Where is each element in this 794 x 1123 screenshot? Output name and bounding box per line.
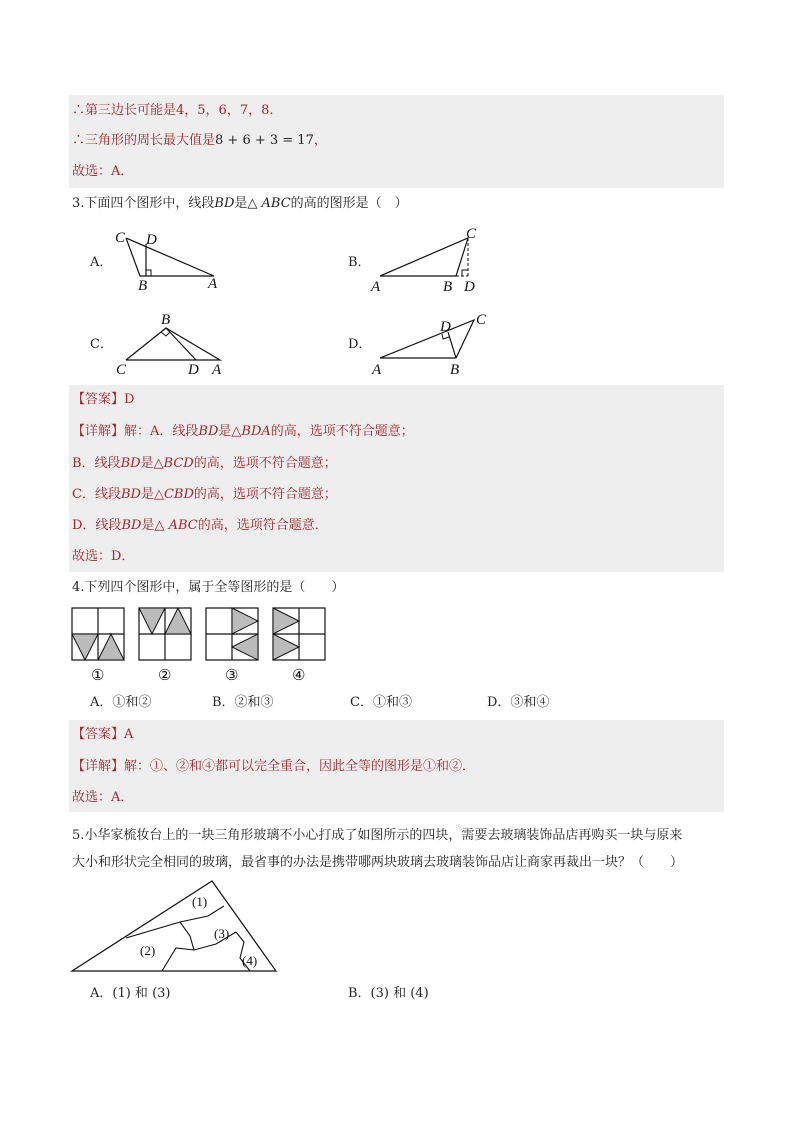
q3-choice: 故选：D． bbox=[72, 549, 135, 564]
q5-option-a: A．(1) 和 (3) bbox=[90, 986, 171, 1001]
q4-option-d: D．③和④ bbox=[487, 695, 550, 710]
label-c: C bbox=[476, 312, 487, 328]
prev-solution-line-1: ∴第三边长可能是4，5，6，7，8． bbox=[72, 103, 283, 118]
text: ∴三角形的周长最大值是 bbox=[72, 133, 216, 148]
text: B．线段 bbox=[72, 456, 121, 471]
text: 的高，选项不符合题意； bbox=[270, 424, 414, 439]
crack-1 bbox=[126, 922, 194, 950]
label-c: C bbox=[116, 362, 127, 378]
q3-figure-b bbox=[368, 224, 488, 294]
q3-option-c-label: C． bbox=[90, 337, 113, 352]
answer-label: 【答案】 bbox=[72, 727, 125, 742]
prev-solution-choice: 故选：A． bbox=[72, 164, 134, 179]
math: △ ABC bbox=[247, 196, 291, 211]
label-b: B bbox=[138, 278, 148, 294]
q4-figure-4 bbox=[273, 608, 325, 660]
label-b: B bbox=[443, 279, 453, 295]
q4-detail bbox=[72, 757, 475, 777]
math: △BCD bbox=[153, 456, 194, 471]
q4-figure-3 bbox=[206, 608, 258, 660]
label-d: D bbox=[146, 232, 157, 248]
text: 是 bbox=[218, 424, 232, 439]
q3-detail-1 bbox=[72, 422, 414, 442]
label-d: D bbox=[188, 362, 199, 378]
q4-figure-1 bbox=[72, 608, 124, 660]
text: 的高，选项不符合题意； bbox=[193, 487, 337, 502]
label-d: D bbox=[464, 279, 475, 295]
text: 解：A．线段 bbox=[124, 424, 199, 439]
q3-answer-box bbox=[69, 385, 724, 572]
q3-option-a-label: A． bbox=[90, 255, 113, 270]
label-a: A bbox=[371, 279, 381, 295]
text: 是 bbox=[234, 196, 248, 211]
q3-figure-a bbox=[110, 226, 230, 296]
triangle bbox=[126, 328, 220, 360]
segment-bd bbox=[448, 332, 456, 358]
label-a: A bbox=[208, 276, 218, 292]
answer-value: D bbox=[124, 392, 135, 407]
label-c: C bbox=[115, 230, 126, 246]
q5-stem-line-2: 大小和形状完全相同的玻璃，最省事的办法是携带哪两块玻璃去玻璃装饰品店让商家再裁出一块？（ ） bbox=[72, 855, 684, 870]
text: C．线段 bbox=[72, 487, 121, 502]
piece-label-4: (4) bbox=[242, 953, 258, 968]
q5-stem-line-1: 5.小华家梳妆台上的一块三角形玻璃不小心打成了如图所示的四块，需要去玻璃装饰品店再购买一块与原来 bbox=[72, 828, 683, 843]
triangle bbox=[126, 238, 214, 276]
q3-stem bbox=[72, 194, 408, 214]
piece-label-1: (1) bbox=[192, 894, 208, 909]
q4-figures bbox=[72, 608, 332, 688]
text: D．线段 bbox=[72, 518, 122, 533]
math: BD bbox=[214, 196, 235, 211]
math: BD bbox=[121, 518, 142, 533]
text: 解：①、②和④都可以完全重合，因此全等的图形是①和②． bbox=[124, 759, 476, 774]
label-b: B bbox=[450, 362, 460, 378]
math: △BDA bbox=[231, 424, 271, 439]
q3-detail-2 bbox=[72, 454, 337, 474]
q3-detail-3 bbox=[72, 485, 337, 505]
label-c: C bbox=[466, 226, 477, 242]
q5-option-b: B．(3) 和 (4) bbox=[348, 986, 429, 1001]
figure-label-1: ① bbox=[91, 668, 105, 684]
label-d: D bbox=[440, 319, 451, 335]
q3-answer bbox=[72, 390, 134, 410]
math: BD bbox=[198, 424, 219, 439]
q5-figure-broken-glass bbox=[72, 878, 282, 978]
text: 的高，选项不符合题意； bbox=[193, 456, 337, 471]
q4-option-b: B．②和③ bbox=[212, 695, 274, 710]
detail-label: 【详解】 bbox=[72, 424, 125, 439]
segment-bd bbox=[166, 328, 196, 360]
piece-label-2: (2) bbox=[140, 943, 156, 958]
right-angle-mark bbox=[462, 270, 468, 276]
q4-answer bbox=[72, 725, 133, 745]
q3-figure-c bbox=[112, 310, 232, 380]
text: 是 bbox=[140, 487, 154, 502]
label-a: A bbox=[212, 362, 222, 378]
figure-label-3: ③ bbox=[225, 668, 239, 684]
text: 的高的图形是（ ） bbox=[290, 196, 408, 211]
math: BD bbox=[120, 487, 141, 502]
q4-choice: 故选：A． bbox=[72, 790, 134, 805]
q4-stem: 4.下列四个图形中，属于全等图形的是（ ） bbox=[72, 580, 345, 595]
right-angle-mark bbox=[161, 332, 170, 336]
math: △ ABC bbox=[154, 518, 198, 533]
q3-detail-4 bbox=[72, 516, 328, 536]
text: 3.下面四个图形中，线段 bbox=[72, 196, 215, 211]
answer-value: A bbox=[124, 727, 134, 742]
text: 是 bbox=[140, 456, 154, 471]
text: 是 bbox=[141, 518, 155, 533]
detail-label: 【详解】 bbox=[72, 759, 125, 774]
q4-option-c: C．①和③ bbox=[350, 695, 412, 710]
math: 8 + 6 + 3 = 17 bbox=[215, 133, 314, 148]
piece-label-3: (3) bbox=[214, 926, 230, 941]
prev-solution-line-2 bbox=[72, 131, 327, 151]
math: △CBD bbox=[153, 487, 194, 502]
q3-figure-d bbox=[368, 308, 498, 378]
q3-option-b-label: B． bbox=[348, 255, 371, 270]
q4-figure-2 bbox=[139, 608, 191, 660]
math: BD bbox=[120, 456, 141, 471]
answer-label: 【答案】 bbox=[72, 392, 125, 407]
figure-label-2: ② bbox=[158, 668, 172, 684]
text: ， bbox=[313, 133, 327, 148]
text: 的高，选项符合题意． bbox=[197, 518, 328, 533]
label-a: A bbox=[372, 362, 382, 378]
q4-option-a: A．①和② bbox=[90, 695, 152, 710]
q3-option-d-label: D． bbox=[348, 337, 372, 352]
triangle bbox=[380, 320, 474, 358]
label-b: B bbox=[161, 312, 171, 328]
figure-label-4: ④ bbox=[292, 668, 306, 684]
triangle bbox=[380, 238, 468, 276]
right-angle-mark bbox=[146, 270, 151, 276]
